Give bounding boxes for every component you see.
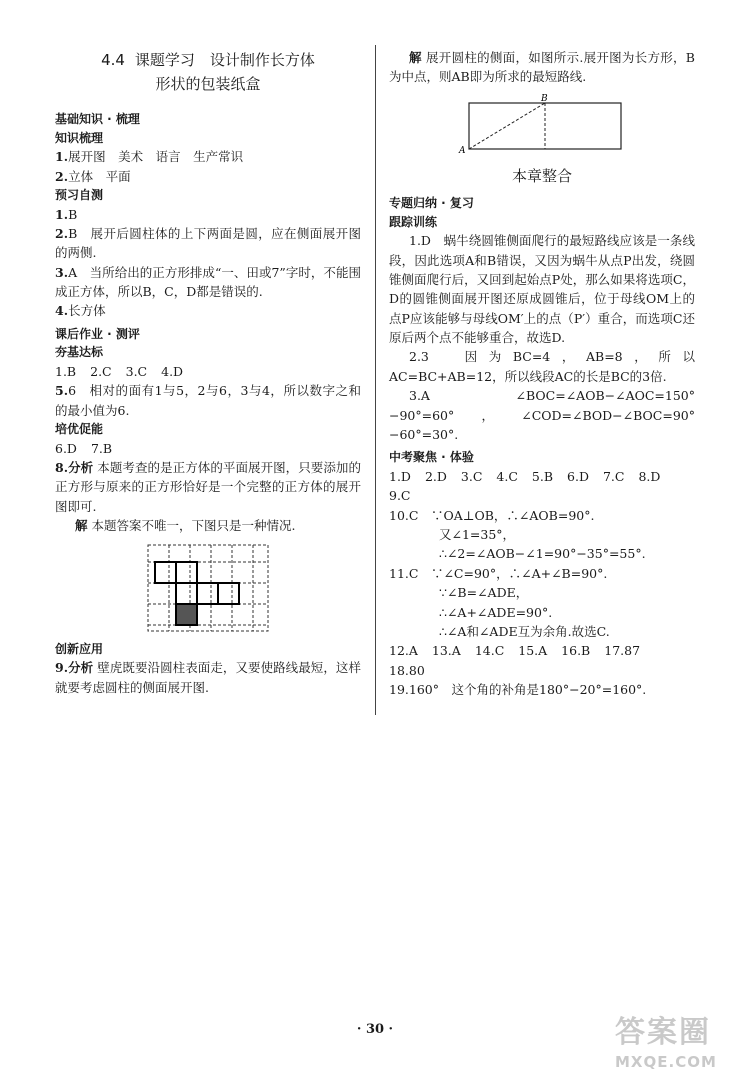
answer-item: 3.C bbox=[125, 363, 148, 379]
answers-row-1 bbox=[55, 362, 361, 381]
answer-q19: 19.160° 这个角的补角是180°−20°=160°. bbox=[389, 682, 647, 698]
cube-net-figure bbox=[143, 542, 273, 634]
watermark-url: MXQE.COM bbox=[615, 1052, 717, 1071]
answer-k2: 2.立体 平面 bbox=[55, 168, 131, 184]
left-column bbox=[55, 48, 361, 697]
page-number: · 30 · bbox=[356, 1022, 394, 1037]
answer-item: 15.A bbox=[518, 643, 548, 659]
heading-summary: 专题归纳 · 复习 bbox=[389, 196, 474, 210]
answer-t2: 2.3 因为BC=4，AB=8，所以AC=BC+AB=12，所以线段AC的长是BC的3倍. bbox=[389, 349, 695, 384]
answer-item: 5.B bbox=[531, 468, 554, 484]
right-column bbox=[389, 48, 695, 699]
answer-item: 8.D bbox=[638, 468, 661, 484]
answer-q11-line3: ∴∠A+∠ADE=90°. bbox=[439, 604, 553, 620]
answer-item: 17.87 bbox=[604, 643, 641, 659]
answer-item: 2.C bbox=[90, 363, 112, 379]
answer-item: 16.B bbox=[561, 643, 591, 659]
answer-item: 1.D bbox=[389, 468, 411, 484]
answer-t1: 1.D 蜗牛绕圆锥侧面爬行的最短路线应该是一条线段，因此选项A和B错误，又因为蜗牛从点P出发，绕圆锥侧面爬行后，又回到起始点P处，那么如果将选项C，D的圆锥侧面展开图还原成圆锥后，位于母线OM上的点P应该能够与母线OM′上的点（P′）重合，而选项C还原后两个点不能够重合，故选D. bbox=[389, 233, 695, 346]
chapter-title: 本章整合 bbox=[511, 166, 572, 185]
answer-item: 1.B bbox=[55, 363, 77, 379]
heading-foundation: 夯基达标 bbox=[55, 345, 104, 360]
answer-q10-line2: 又∠1=35°， bbox=[439, 527, 516, 543]
answer-a8: 8.分析 本题考查的是正方体的平面展开图，只要添加的正方形与原来的正方形恰好是一个完整的正方体的展开图即可. bbox=[55, 460, 361, 514]
answer-item: 6.D bbox=[567, 468, 589, 484]
answer-a5: 5.6 相对的面有1与5，2与6，3与4，所以数字之和的最小值为6. bbox=[55, 383, 361, 418]
answer-a8-solution: 解 本题答案不唯一，下图只是一种情况. bbox=[75, 518, 296, 534]
answers-row-2 bbox=[55, 439, 361, 458]
cylinder-unfold-figure bbox=[457, 93, 627, 155]
answer-item: 12.A bbox=[389, 643, 418, 659]
answer-item: 3.C bbox=[460, 468, 483, 484]
answer-item: 13.A bbox=[431, 643, 461, 659]
title-line-1: 课题学习 设计制作长方体 bbox=[134, 51, 315, 69]
answer-item: 14.C bbox=[474, 643, 505, 659]
answer-item: 4.C bbox=[496, 468, 518, 484]
answer-item: 2.D bbox=[424, 468, 447, 484]
answer-q10-line3: ∴∠2=∠AOB−∠1=90°−35°=55°. bbox=[439, 546, 646, 562]
heading-basic: 基础知识 · 梳理 bbox=[55, 112, 140, 126]
label-A: A bbox=[459, 145, 466, 155]
heading-tracking: 跟踪训练 bbox=[389, 214, 438, 229]
answer-item: 9.C bbox=[389, 488, 411, 504]
heading-homework: 课后作业 · 测评 bbox=[55, 326, 140, 341]
answer-q10: 10.C ∵OA⊥OB，∴∠AOB=90°. bbox=[389, 507, 595, 523]
heading-innovation: 创新应用 bbox=[55, 641, 104, 656]
answer-item: 18.80 bbox=[389, 662, 425, 678]
answer-p1: 1.B bbox=[55, 206, 78, 222]
heading-exam: 中考聚焦 · 体验 bbox=[389, 450, 474, 465]
added-square bbox=[176, 604, 197, 625]
answer-item: 4.D bbox=[161, 363, 184, 379]
answer-item: 7.B bbox=[90, 440, 113, 456]
heading-advance: 培优促能 bbox=[55, 422, 104, 437]
answer-t3: 3.A ∠BOC=∠AOB−∠AOC=150°−90°=60°，∠COD=∠BOD−∠BOC=90°−60°=30°. bbox=[389, 388, 695, 442]
answer-q11-line4: ∴∠A和∠ADE互为余角.故选C. bbox=[439, 623, 610, 639]
answers-row-3 bbox=[389, 467, 695, 506]
answer-continued: 解 展开圆柱的侧面，如图所示.展开图为长方形，B为中点，则AB即为所求的最短路线. bbox=[389, 50, 695, 85]
answer-p3: 3.A 当所给出的正方形排成“一、田或7”字时，不能围成正方体，所以B，C，D都是错误的. bbox=[55, 264, 361, 300]
answer-p4: 4.长方体 bbox=[55, 303, 106, 319]
heading-knowledge: 知识梳理 bbox=[55, 130, 104, 145]
section-number: 4.4 bbox=[101, 51, 125, 69]
answer-item: 6.D bbox=[55, 440, 77, 456]
answer-q11: 11.C ∵∠C=90°，∴∠A+∠B=90°. bbox=[389, 565, 608, 581]
answer-k1: 1.展开图 美术 语言 生产常识 bbox=[55, 149, 244, 165]
title-line-2: 形状的包装纸盒 bbox=[155, 75, 261, 93]
answer-p2: 2.B 展开后圆柱体的上下两面是圆，应在侧面展开图的两侧. bbox=[55, 225, 361, 261]
label-B: B bbox=[541, 93, 548, 104]
section-title bbox=[55, 48, 361, 96]
answer-q11-line2: ∵∠B=∠ADE， bbox=[439, 585, 529, 601]
heading-preview: 预习自测 bbox=[55, 187, 104, 202]
watermark-text: 答案圈 bbox=[615, 1015, 711, 1050]
answers-row-4 bbox=[389, 641, 695, 680]
answer-item: 7.C bbox=[602, 468, 625, 484]
column-divider bbox=[375, 45, 376, 715]
watermark-logo bbox=[615, 1010, 745, 1070]
answer-a9: 9.分析 壁虎既要沿圆柱表面走，又要使路线最短，这样就要考虑圆柱的侧面展开图. bbox=[55, 660, 361, 695]
